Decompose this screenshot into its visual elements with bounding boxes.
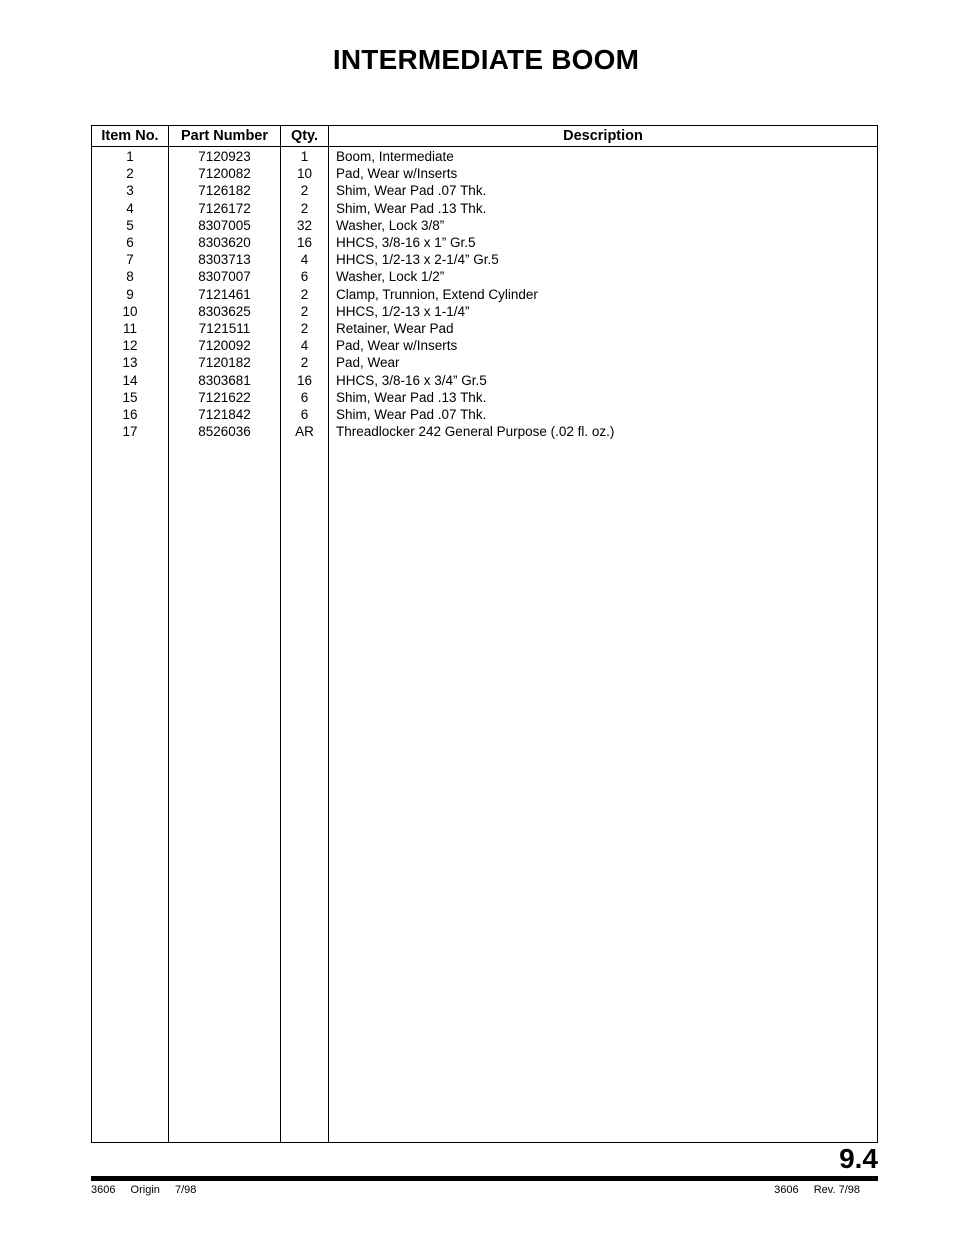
table-row [92, 165, 877, 182]
part-number-cell: 7120923 [198, 149, 251, 164]
item-no-cell: 2 [126, 166, 134, 182]
qty-cell: 4 [300, 338, 309, 354]
table-row [92, 182, 877, 199]
part-number-cell: 8303625 [198, 303, 251, 319]
item-no-cell: 14 [122, 372, 138, 388]
description-cell: Pad, Wear [336, 355, 400, 371]
part-number-cell: 8303620 [198, 235, 251, 250]
part-number-cell: 8307005 [198, 217, 251, 233]
description-cell: HHCS, 3/8-16 x 1” Gr.5 [336, 235, 476, 250]
item-no-cell: 10 [122, 303, 138, 319]
description-cell: Clamp, Trunnion, Extend Cylinder [336, 286, 538, 302]
footer-model: 3606 [774, 1184, 799, 1196]
part-number-cell: 7121461 [198, 286, 251, 302]
qty-cell: 2 [300, 303, 309, 319]
part-number-cell: 7120082 [198, 166, 251, 182]
parts-table [91, 125, 878, 1143]
qty-cell: 32 [296, 217, 313, 233]
page-title: INTERMEDIATE BOOM [332, 44, 640, 75]
item-no-cell: 6 [126, 235, 134, 250]
item-no-cell: 1 [126, 149, 134, 164]
footer-rule [91, 1176, 878, 1181]
description-cell: HHCS, 1/2-13 x 1-1/4” [336, 303, 470, 319]
table-row [92, 251, 877, 268]
item-no-cell: 5 [126, 217, 134, 233]
footer-revision: Rev. 7/98 [813, 1184, 860, 1196]
table-row [92, 372, 877, 389]
item-no-cell: 13 [122, 355, 138, 371]
qty-cell: 6 [300, 389, 309, 405]
description-cell: Shim, Wear Pad .07 Thk. [336, 183, 487, 199]
part-number-cell: 7121842 [198, 407, 251, 422]
header-qty: Qty. [290, 128, 319, 144]
header-part-number: Part Number [180, 128, 269, 144]
table-row [92, 354, 877, 371]
header-item-no: Item No. [101, 128, 159, 144]
qty-cell: 2 [300, 183, 309, 199]
description-cell: Washer, Lock 3/8” [336, 217, 445, 233]
table-row [92, 286, 877, 303]
description-cell: Pad, Wear w/Inserts [336, 338, 458, 354]
footer-model: 3606 [91, 1184, 116, 1196]
description-cell: Threadlocker 242 General Purpose (.02 fl. oz.) [336, 424, 615, 440]
item-no-cell: 16 [122, 407, 138, 422]
footer-left [91, 1184, 196, 1196]
item-no-cell: 8 [126, 269, 134, 285]
item-no-cell: 12 [122, 338, 138, 354]
part-number-cell: 7120092 [198, 338, 251, 354]
part-number-cell: 8303681 [198, 372, 251, 388]
qty-cell: 2 [300, 355, 309, 371]
item-no-cell: 17 [122, 424, 138, 440]
table-row [92, 320, 877, 337]
part-number-cell: 7126172 [198, 200, 251, 216]
table-row [92, 337, 877, 354]
qty-cell: 10 [296, 166, 313, 182]
footer-origin-label: Origin [130, 1184, 160, 1196]
part-number-cell: 8526036 [198, 424, 251, 440]
part-number-cell: 8307007 [198, 269, 251, 285]
qty-cell: 16 [296, 372, 313, 388]
item-no-cell: 4 [126, 200, 134, 216]
table-row [92, 200, 877, 217]
description-cell: Shim, Wear Pad .07 Thk. [336, 407, 487, 422]
part-number-cell: 7126182 [198, 183, 251, 199]
table-row [92, 406, 877, 423]
description-cell: Shim, Wear Pad .13 Thk. [336, 389, 487, 405]
item-no-cell: 7 [126, 252, 134, 268]
qty-cell: 2 [300, 200, 309, 216]
description-cell: Retainer, Wear Pad [336, 321, 454, 336]
part-number-cell: 8303713 [198, 252, 251, 268]
item-no-cell: 9 [126, 286, 134, 302]
qty-cell: AR [295, 424, 314, 440]
description-cell: Shim, Wear Pad .13 Thk. [336, 200, 487, 216]
qty-cell: 2 [300, 286, 309, 302]
description-cell: Boom, Intermediate [336, 149, 454, 164]
table-row [92, 303, 877, 320]
part-number-cell: 7121622 [198, 389, 251, 405]
table-row [92, 217, 877, 234]
description-cell: HHCS, 3/8-16 x 3/4” Gr.5 [336, 372, 487, 388]
item-no-cell: 11 [122, 321, 137, 336]
qty-cell: 6 [300, 407, 309, 422]
part-number-cell: 7121511 [198, 321, 251, 336]
qty-cell: 1 [300, 149, 309, 164]
footer-origin-date: 7/98 [174, 1184, 197, 1196]
header-description: Description [563, 128, 643, 144]
description-cell: HHCS, 1/2-13 x 2-1/4” Gr.5 [336, 252, 499, 268]
part-number-cell: 7120182 [198, 355, 251, 371]
table-row [92, 234, 877, 251]
description-cell: Washer, Lock 1/2” [336, 269, 445, 285]
item-no-cell: 3 [126, 183, 134, 199]
table-row [92, 389, 877, 406]
qty-cell: 16 [296, 235, 313, 250]
section-number: 9.4 [839, 1143, 878, 1174]
table-row [92, 268, 877, 285]
table-row [92, 423, 877, 440]
description-cell: Pad, Wear w/Inserts [336, 166, 458, 182]
table-row [92, 148, 877, 165]
header-divider [92, 146, 877, 147]
item-no-cell: 15 [122, 389, 138, 405]
qty-cell: 4 [300, 252, 309, 268]
footer-right [774, 1184, 860, 1196]
qty-cell: 2 [300, 321, 309, 336]
qty-cell: 6 [300, 269, 309, 285]
